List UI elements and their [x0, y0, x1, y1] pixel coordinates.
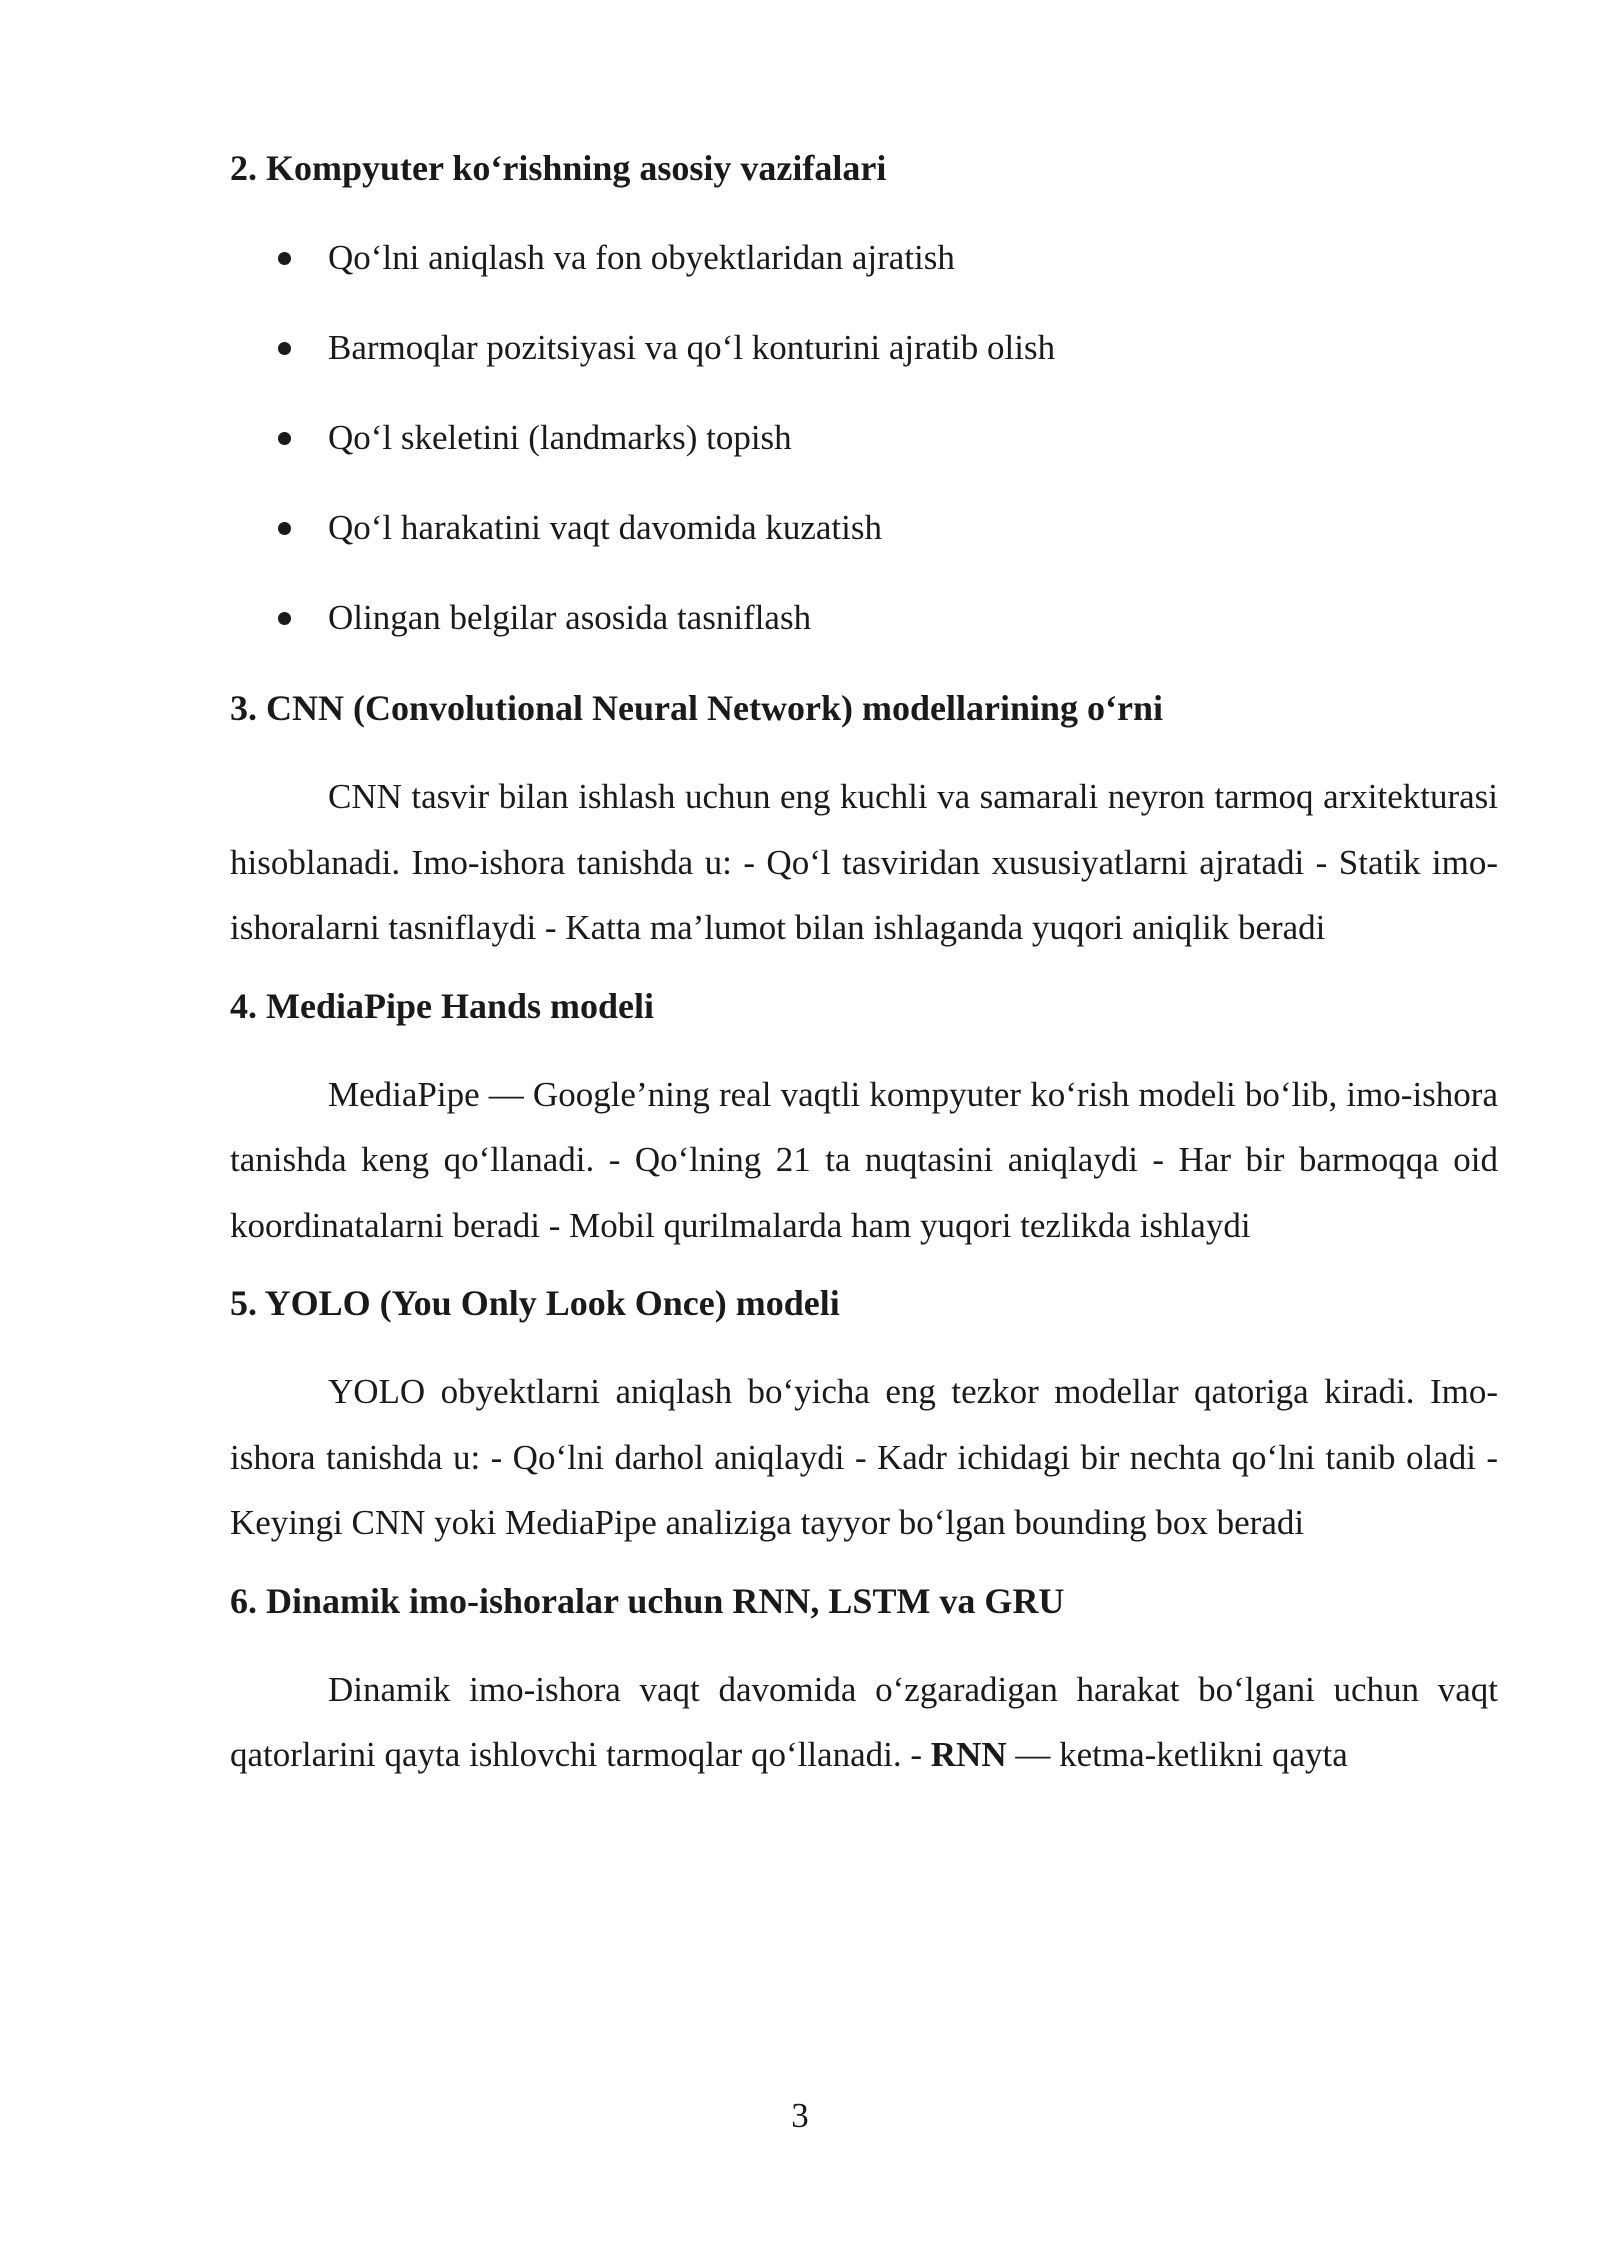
list-item-text: Qo‘lni aniqlash va fon obyektlaridan ajratish [328, 238, 955, 277]
bullet-icon [278, 522, 291, 535]
list-item-text: Qo‘l skeletini (landmarks) topish [328, 418, 792, 457]
page-number: 3 [791, 2096, 809, 2135]
document-page [230, 148, 1498, 1788]
list-item-text: Barmoqlar pozitsiyasi va qo‘l konturini ajratib olish [328, 328, 1056, 367]
section-5-paragraph: YOLO obyektlarni aniqlash bo‘yicha eng tezkor modellar qatoriga kiradi. Imo-ishora tanishda u: - Qo‘lni darhol aniqlaydi - Kadr ichidagi bir nechta qo‘lni tanib oladi - Keyingi CNN yoki MediaPipe analiziga tayyor bo‘lgan bounding box beradi [230, 1372, 1498, 1542]
bullet-icon [278, 342, 291, 355]
section-3-heading: 3. CNN (Convolutional Neural Network) modellarining o‘rni [230, 688, 1163, 728]
list-item [230, 418, 1498, 458]
section-2-heading: 2. Kompyuter ko‘rishning asosiy vazifalari [230, 148, 887, 188]
bullet-icon [278, 252, 291, 265]
list-item [230, 328, 1498, 368]
bullet-icon [278, 612, 291, 625]
section-3-paragraph: CNN tasvir bilan ishlash uchun eng kuchli va samarali neyron tarmoq arxitekturasi hisoblanadi. Imo-ishora tanishda u: - Qo‘l tasviridan xususiyatlarni ajratadi - Statik imo-ishoralarni tasniflaydi - Katta ma’lumot bilan ishlaganda yuqori aniqlik beradi [230, 777, 1498, 947]
list-item-text: Qo‘l harakatini vaqt davomida kuzatish [328, 508, 883, 547]
section-4-paragraph: MediaPipe — Google’ning real vaqtli kompyuter ko‘rish modeli bo‘lib, imo-ishora tanishda keng qo‘llanadi. - Qo‘lning 21 ta nuqtasini aniqlaydi - Har bir barmoqqa oid koordinatalarni beradi - Mobil qurilmalarda ham yuqori tezlikda ishlaydi [230, 1074, 1498, 1245]
section-6-heading: 6. Dinamik imo-ishoralar uchun RNN, LSTM va GRU [230, 1580, 1065, 1621]
list-item [230, 508, 1498, 548]
section-4-heading: 4. MediaPipe Hands modeli [230, 985, 655, 1026]
section-6-paragraph [230, 1657, 1498, 1788]
section-5-heading: 5. YOLO (You Only Look Once) modeli [230, 1283, 840, 1323]
section-6-text-end: — ketma-ketlikni qayta [1006, 1735, 1348, 1774]
bullet-icon [278, 432, 291, 445]
section-6-text-start: Dinamik imo-ishora vaqt davomida o‘zgaradigan harakat bo‘lgani uchun vaqt qatorlarini qayta ishlovchi tarmoqlar qo‘llanadi. - [230, 1669, 1498, 1774]
list-item [230, 238, 1498, 278]
list-item-text: Olingan belgilar asosida tasniflash [328, 598, 812, 637]
section-2-bullet-list [230, 238, 1498, 638]
rnn-term: RNN [930, 1735, 1007, 1774]
list-item [230, 598, 1498, 638]
